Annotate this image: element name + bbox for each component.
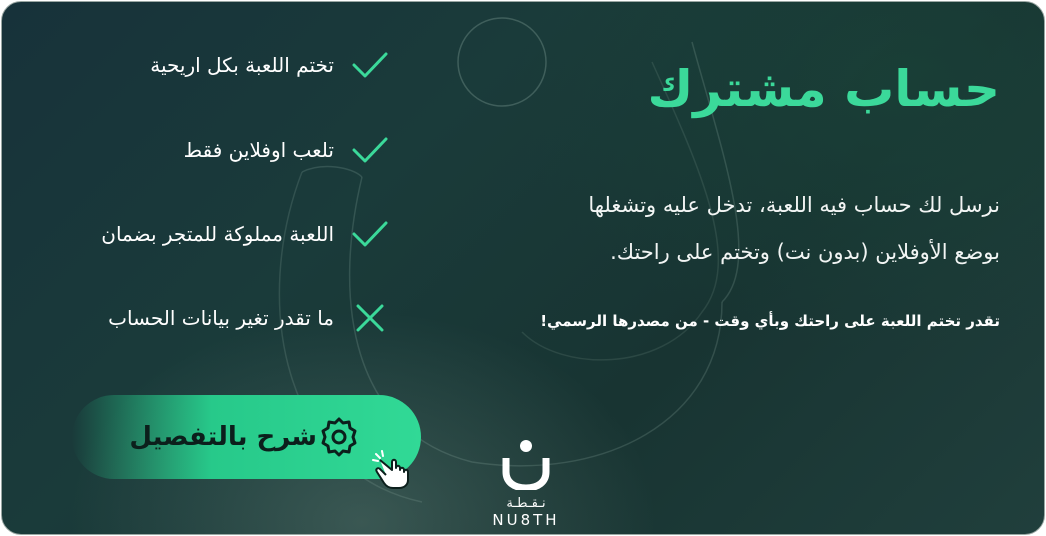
brand-mark-icon — [496, 438, 556, 490]
brand-logo — [486, 438, 566, 528]
pointer-hand-icon — [372, 450, 420, 490]
check-icon — [350, 130, 390, 170]
gear-icon — [317, 415, 361, 459]
feature-item — [150, 45, 390, 85]
description-line-2: بوضع الأوفلاين (بدون نت) وتختم على راحتك. — [610, 240, 1000, 264]
details-button-label: شرح بالتفصيل — [129, 422, 317, 452]
promo-card — [1, 1, 1045, 535]
feature-item — [184, 130, 390, 170]
check-icon — [350, 45, 390, 85]
description-line-1: نرسل لك حساب فيه اللعبة، تدخل عليه وتشغلها — [588, 193, 1000, 217]
feature-label: ما تقدر تغير بيانات الحساب — [108, 306, 334, 330]
brand-name-english: NU8TH — [492, 511, 560, 529]
check-icon — [350, 214, 390, 254]
feature-label: تلعب اوفلاين فقط — [183, 138, 334, 162]
feature-item — [101, 214, 390, 254]
cross-icon — [350, 298, 390, 338]
feature-label: اللعبة مملوكة للمتجر بضمان — [101, 222, 334, 246]
page-title: حساب مشترك — [647, 60, 1000, 118]
brand-name-arabic: نـقـطـة — [506, 496, 546, 511]
feature-item — [108, 298, 390, 338]
details-button[interactable] — [72, 395, 421, 479]
feature-label: تختم اللعبة بكل اريحية — [150, 53, 334, 77]
official-source-note: تقدر تختم اللعبة على راحتك وبأي وقت - من مصدرها الرسمي! — [540, 312, 1000, 330]
description — [520, 182, 1000, 276]
